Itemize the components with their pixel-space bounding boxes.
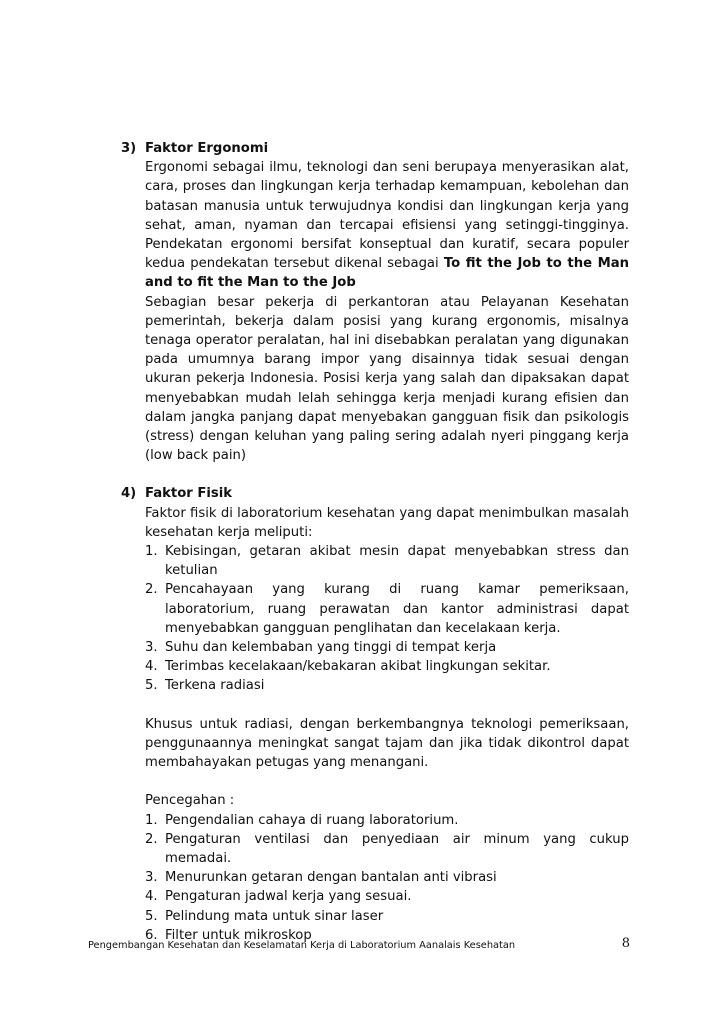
list-number: 6. [145,927,158,943]
list-item-text: Pengaturan jadwal kerja yang sesuai. [165,889,412,905]
paragraph: Faktor fisik di laboratorium kesehatan yang dapat menimbulkan masalah kesehatan kerja meliputi: [145,505,629,540]
list-item-text: Suhu dan kelembaban yang tinggi di tempat kerja [165,640,497,656]
list-item [145,907,629,926]
page-content [121,139,629,945]
list-number: 4. [145,659,158,675]
list-item-text: Pencahayaan yang kurang di ruang kamar pemeriksaan, laboratorium, ruang perawatan dan kantor administrasi dapat menyebabkan gangguan penglihatan dan kecelakaan kerja. [165,582,629,636]
list-item-text: Menurunkan getaran dengan bantalan anti vibrasi [165,870,497,886]
list-item [145,887,629,906]
section-title: Faktor Fisik [145,486,233,502]
paragraph [145,158,629,292]
list-item [145,542,629,580]
pencegahan-list [145,811,629,945]
page-number: 8 [621,936,630,951]
paragraph: Sebagian besar pekerja di perkantoran atau Pelayanan Kesehatan pemerintah, bekerja dalam posisi yang kurang ergonomis, misalnya tenaga operator peralatan, hal ini disebabkan peralatan yang digunakan pada umumnya barang impor yang disainnya tidak sesuai dengan ukuran pekerja Indonesia. Posisi kerja yang salah dan dipaksakan dapat menyebabkan mudah lelah sehingga kerja menjadi kurang efisien dan dalam jangka panjang dapat menyebakan gangguan fisik dan psikologis (stress) dengan keluhan yang paling sering adalah nyeri pinggang kerja (low back pain) [145,294,629,464]
list-item-text: Pelindung mata untuk sinar laser [165,908,384,924]
section-body [145,504,629,945]
section-faktor-ergonomi [121,139,629,465]
list-item-text: Pengaturan ventilasi dan penyediaan air minum yang cukup memadai. [165,831,629,866]
section-heading [121,484,629,503]
list-number: 3. [145,640,158,656]
list-number: 2. [145,831,158,847]
list-number: 5. [145,908,158,924]
list-item-text: Filter untuk mikroskop [165,927,312,943]
list-item [145,676,629,695]
list-item [145,580,629,638]
emphasized-phrase: To fit the Job to the Man and to fit the Man to the Job [145,256,629,291]
list-item [145,830,629,868]
list-item-text: Terimbas kecelakaan/kebakaran akibat lingkungan sekitar. [165,659,551,675]
list-item [145,868,629,887]
paragraph-text: Ergonomi sebagai ilmu, teknologi dan seni berupaya menyerasikan alat, cara, proses dan lingkungan kerja terhadap kemampuan, kebolehan dan batasan manusia untuk terwujudnya kondisi dan lingkungan kerja yang sehat, aman, nyaman dan tercapai efisiensi yang setinggi-tingginya. Pendekatan ergonomi bersifat konseptual dan kuratif, secara populer kedua pendekatan tersebut dikenal sebagai [145,160,629,272]
pencegahan-heading: Pencegahan : [145,793,235,809]
page-footer [88,936,630,953]
list-number: 5. [145,678,158,694]
list-number: 3. [145,870,158,886]
list-number: 1. [145,812,158,828]
list-item [145,811,629,830]
list-item [145,657,629,676]
paragraph-radiasi: Khusus untuk radiasi, dengan berkembangnya teknologi pemeriksaan, penggunaannya meningkat sangat tajam dan jika tidak dikontrol dapat membahayakan petugas yang menangani. [145,716,629,771]
section-heading [121,139,629,158]
section-number: 4) [121,486,137,502]
list-item-text: Terkena radiasi [165,678,265,694]
list-item [145,638,629,657]
section-number: 3) [121,141,137,156]
footer-text: Pengembangan Kesehatan dan Keselamatan Kerja di Laboratorium Aanalais Kesehatan [88,940,516,951]
list-number: 2. [145,582,158,598]
list-number: 1. [145,544,158,560]
section-body [145,158,629,465]
section-title: Faktor Ergonomi [145,141,269,156]
list-item-text: Kebisingan, getaran akibat mesin dapat menyebabkan stress dan ketulian [165,544,629,579]
list-item-text: Pengendalian cahaya di ruang laboratorium. [165,812,459,828]
list-number: 4. [145,889,158,905]
factor-list [145,542,629,696]
section-faktor-fisik [121,484,629,944]
